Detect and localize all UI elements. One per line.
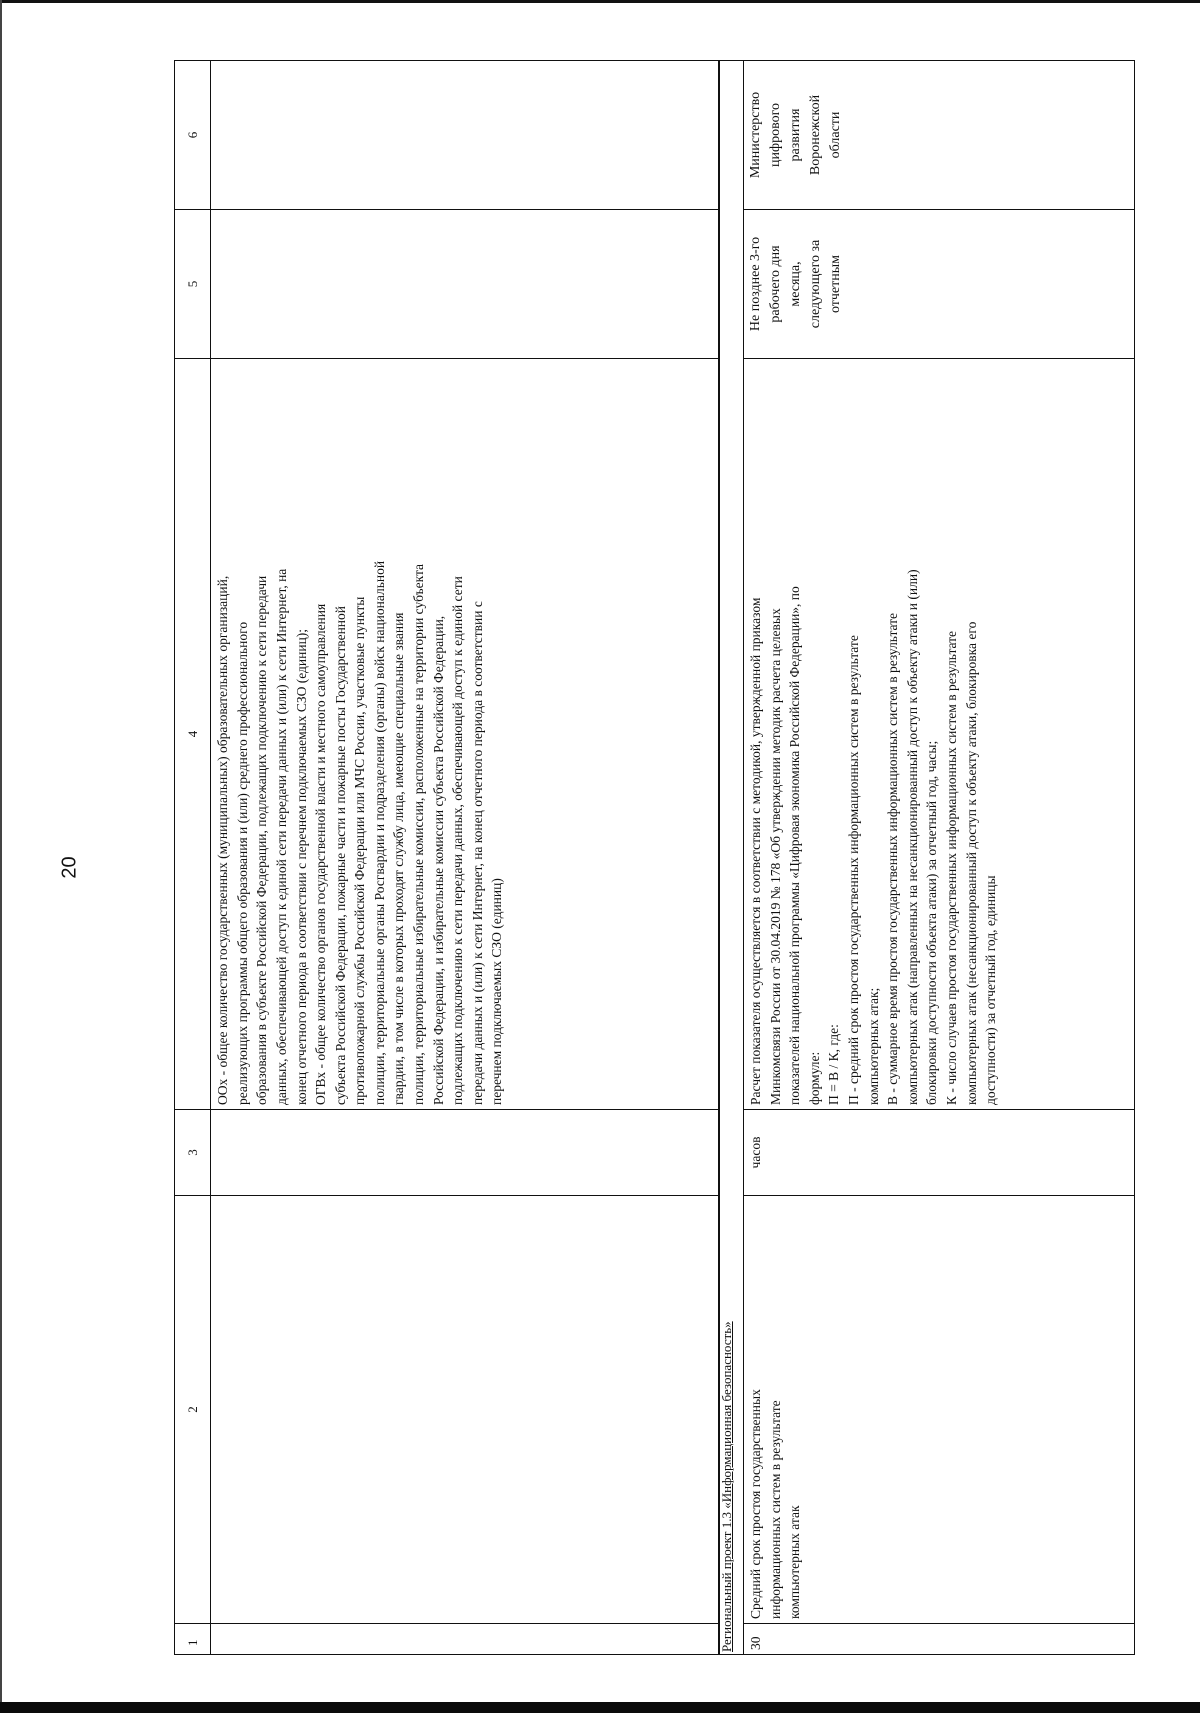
text-line: компьютерных атак; [865,987,881,1105]
continuation-cell-2 [211,1196,720,1624]
text-line: К - число случаев простоя государственных информационных систем в результате [943,630,959,1105]
section-header-row [719,61,743,1655]
text-line: конец отчетного периода в соответствии с перечнем подключаемых СЗО (единиц); [293,628,309,1105]
text-line: развития [788,108,804,162]
text-line: Средний срок простоя государственных [748,1389,764,1619]
text-line: цифрового [768,103,784,167]
column-number-5: 5 [175,210,211,359]
text-line: Российской Федерации, и избирательные комиссии субъекта Российской Федерации, [430,615,446,1105]
text-line: Расчет показателя осуществляется в соответствии с методикой, утвержденной приказом [748,597,764,1105]
text-line: полиции, территориальные органы Росгвардии и подразделения (органы) войск национальной [371,560,387,1105]
text-line: П = В / К, где: [826,1024,842,1105]
column-number-4: 4 [175,359,211,1110]
text-line: передачи данных и (или) к сети Интернет, на конец отчетного периода в соответствии с [469,601,485,1105]
continuation-cell-5 [211,210,720,359]
continuation-row [211,61,720,1655]
text-line: гвардии, в том числе в которых проходят службу лица, имеющие специальные звания [391,612,407,1105]
table-row [744,61,1135,1655]
section-title: Региональный проект 1.3 «Информационная безопасность» [719,1321,735,1652]
scan-left-edge [0,0,2,1713]
column-number-3: 3 [175,1110,211,1196]
text-line: подлежащих подключению к сети передачи данных, обеспечивающей доступ к единой сети [450,576,466,1105]
text-line: компьютерных атак (несанкционированный доступ к объекту атаки, блокировка его [963,621,979,1105]
column-number-row [175,61,211,1655]
page-number: 20 [58,856,81,879]
column-number-6: 6 [175,61,211,210]
text-line: субъекта Российской Федерации, пожарные части и пожарные посты Государственной [332,605,348,1105]
text-line: доступности) за отчетный год, единицы [983,875,999,1105]
continuation-cell-1 [211,1624,720,1655]
column-number-1: 1 [175,1624,211,1655]
calculation-method [744,359,1135,1110]
unit-of-measure: часов [744,1110,1135,1196]
text-line: Воронежской [808,94,824,176]
text-line: реализующих программы общего образования и (или) среднего профессионального [234,621,250,1105]
scan-top-edge [0,0,1200,3]
indicator-table [174,60,1135,1655]
reporting-deadline [744,210,1135,359]
text-line: Не позднее 3-го [748,236,764,332]
text-line: месяца, [788,261,804,307]
text-line: показателей национальной программы «Цифровая экономика Российской Федерации», по [787,586,803,1105]
text-line: блокировки доступности объекта атаки) за отчетный год, часы; [924,740,940,1105]
text-line: образования в субъекте Российской Федерации, подлежащих подключению к сети передачи [254,575,270,1105]
text-line: рабочего дня [768,245,784,323]
text-line: ООх - общее количество государственных (муниципальных) образовательных организаций, [215,575,231,1105]
continuation-cell-6 [211,61,720,210]
section-title-cell [719,61,743,1655]
text-line: области [828,111,844,159]
text-line: Минкомсвязи России от 30.04.2019 № 178 «Об утверждении методик расчета целевых [767,608,783,1105]
continuation-formula-text [211,359,720,1110]
text-line: противопожарной службы Российской Федерации или МЧС России, участковые пункты [352,596,368,1105]
indicator-name [744,1196,1135,1624]
text-line: компьютерных атак (направленных на несанкционированный доступ к объекту атаки и (или) [904,569,920,1105]
text-line: формуле: [806,1051,822,1105]
scan-bottom-edge [0,1702,1200,1713]
text-line: компьютерных атак [787,1505,803,1619]
text-line: полиции, территориальные избирательные комиссии, расположенные на территории субъекта [411,563,427,1105]
rotated-table-sheet [174,61,1135,1655]
responsible-body [744,61,1135,210]
text-line: информационных систем в результате [767,1400,783,1619]
text-line: ОГВх - общее количество органов государственной власти и местного самоуправления [313,603,329,1105]
text-line: П - средний срок простоя государственных информационных систем в результате [845,635,861,1105]
text-line: перечнем подключаемых СЗО (единиц) [489,878,505,1105]
text-line: отчетным [828,254,844,314]
text-line: данных, обеспечивающей доступ к единой сети передачи данных и (или) к сети Интернет, на [273,568,289,1105]
text-line: следующего за [808,239,824,329]
continuation-cell-3 [211,1110,720,1196]
text-line: В - суммарное время простоя государственных информационных систем в результате [885,612,901,1105]
text-line: Министерство [748,91,764,179]
column-number-2: 2 [175,1196,211,1624]
row-number: 30 [744,1624,1135,1655]
